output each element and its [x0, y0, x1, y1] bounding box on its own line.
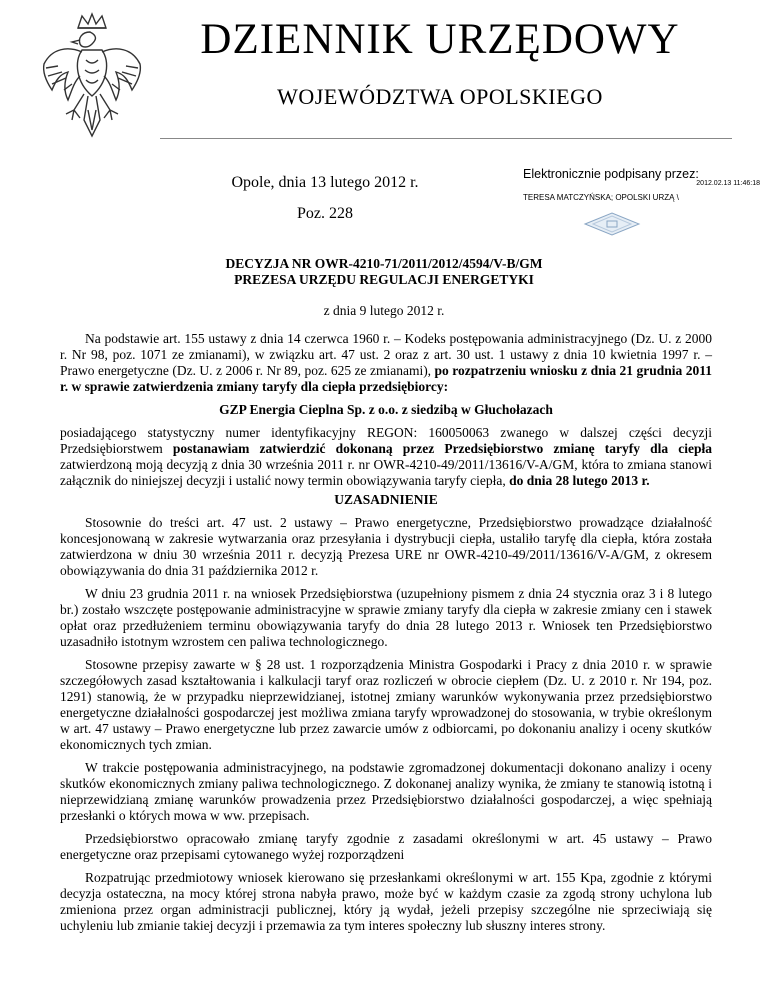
text-run: zatwierdzoną moją decyzją z dnia 30 września 2011 r. nr OWR-4210-49/2011/13616/V-A/GM, która to zmiana stanowi załącznik do niniejszej decyzji i ustalić nowy termin obowiązywania taryfy ciepła, [60, 457, 712, 488]
text-run-bold: postanawiam zatwierdzić dokonaną przez Przedsiębiorstwo zmianę taryfy dla ciepła [172, 441, 713, 456]
text-run-bold: do dnia 28 lutego 2013 r. [509, 473, 650, 488]
signature-signer: TERESA MATCZYŃSKA; OPOLSKI URZĄ \ [523, 193, 679, 202]
decision-date: z dnia 9 lutego 2012 r. [323, 303, 445, 318]
electronic-signature[interactable] [523, 167, 768, 202]
text-run-bold: po rozpatrzeniu wniosku z dnia 21 grudnia 2011 r. w sprawie zatwierdzenia zmiany taryfy dla ciepła przedsiębiorcy: [60, 363, 712, 394]
paragraph: Rozpatrując przedmiotowy wniosek kierowano się przesłankami określonymi w art. 155 Kpa, zgodnie z którymi decyzja ostateczna, na mocy której strona nabyła prawo, może być w każdym czasie za zgodą strony uchylona lub zmieniona przez organ administracji publicznej, który ją wydał, jeżeli przepisy szczególne nie sprzeciwiają się uchyleniu lub zmianie takiej decyzji i przemawia za tym interes społeczny lub słuszny interes strony. [60, 870, 712, 933]
journal-subtitle: WOJEWÓDZTWA OPOLSKIEGO [277, 84, 603, 109]
paragraph-decision [60, 425, 712, 489]
polish-eagle-emblem-icon [38, 10, 146, 142]
decision-title: DECYZJA NR OWR-4210-71/2011/2012/4594/V-B/GM [225, 256, 543, 271]
journal-title: DZIENNIK URZĘDOWY [200, 16, 680, 63]
paragraph: W dniu 23 grudnia 2011 r. na wniosek Przedsiębiorstwa (uzupełniony pismem z dnia 24 stycznia oraz 3 i 8 lutego br.) zostało wszczęte postępowanie administracyjne w sprawie zmiany taryfy dla ciepła w zakresie zmiany cen i stawek opłat oraz przedłużeniem terminu obowiązywania taryfy do dnia 28 lutego 2013 r. Wniosek ten Przedsiębiorstwo uzasadniło istotnym wzrostem cen paliwa technologicznego. [60, 586, 712, 649]
paragraph: Przedsiębiorstwo opracowało zmianę taryfy zgodnie z zasadami określonymi w art. 45 ustawy – Prawo energetyczne oraz przepisami cytowanego wyżej rozporządzeni [60, 831, 712, 862]
header-divider [160, 138, 732, 139]
signature-stamp-icon [583, 211, 641, 237]
paragraph: Stosownie do treści art. 47 ust. 2 ustawy – Prawo energetyczne, Przedsiębiorstwo prowadzące działalność koncesjonowaną w zakresie wytwarzania oraz przesyłania i dystrybucji ciepła, ustaliło taryfę dla ciepła, która została zatwierdzona w dniu 30 września 2011 r. decyzją Prezesa URE nr OWR-4210-49/2011/13616/V-A/GM, z okresem obowiązywania do dnia 31 października 2012 r. [60, 515, 712, 578]
position-number: Poz. 228 [297, 205, 353, 222]
decision-heading [100, 256, 668, 288]
paragraph-legal-basis [60, 331, 712, 395]
signature-timestamp: 2012.02.13 11:46:18 [696, 180, 760, 187]
decision-issuer: PREZESA URZĘDU REGULACJI ENERGETYKI [234, 272, 534, 287]
text-run: Na podstawie art. 155 ustawy z dnia 14 czerwca 1960 r. – Kodeks postępowania administracyjnego (Dz. U. z 2000 r. Nr 98, poz. 1071 ze zmianami), w związku art. 47 ust. 2 oraz z art. 30 ust. 1 ustawy z dnia 10 kwietnia 1997 r. – Prawo energetyczne (Dz. U. z 2006 r. Nr 89, poz. 625 ze zmianami), [60, 331, 712, 378]
paragraph: W trakcie postępowania administracyjnego, na podstawie zgromadzonej dokumentacji dokonano analizy i oceny skutków ekonomicznych zmiany paliwa technologicznego. Z dokonanej analizy wynika, że zmiany te stanowią istotną i nieprzewidzianą zmianę warunków prowadzenia przez Przedsiębiorstwo działalności gospodarczej, a więc spełniają przesłanki o których mowa w ww. przepisach. [60, 760, 712, 823]
document-body [60, 331, 712, 941]
section-heading: UZASADNIENIE [334, 492, 438, 507]
signature-label: Elektronicznie podpisany przez: [523, 167, 699, 181]
text-run: posiadającego statystyczny numer identyfikacyjny REGON: 160050063 zwanego w dalszej części decyzji Przedsiębiorstwem [60, 425, 712, 456]
company-name: GZP Energia Cieplna Sp. z o.o. z siedzibą w Głuchołazach [219, 402, 553, 417]
issue-date: Opole, dnia 13 lutego 2012 r. [231, 174, 419, 191]
paragraph: Stosowne przepisy zawarte w § 28 ust. 1 rozporządzenia Ministra Gospodarki i Pracy z dnia 2010 r. w sprawie szczegółowych zasad kształtowania i kalkulacji taryf oraz rozliczeń w obrocie ciepłem (Dz. U. z 2010 r. Nr 194, poz. 1291) stanowią, że w przypadku nieprzewidzianej, istotnej zmiany warunków wykonywania przez przedsiębiorstwo energetyczne działalności gospodarczej jest możliwa zmiana taryfy wprowadzonej do stosowania, w trybie określonym w art. 47 ustawy – Prawo energetyczne lub przez zawarcie umów z odbiorcami, po dokonaniu analizy i oceny skutków ekonomicznych tych zmian. [60, 657, 712, 752]
